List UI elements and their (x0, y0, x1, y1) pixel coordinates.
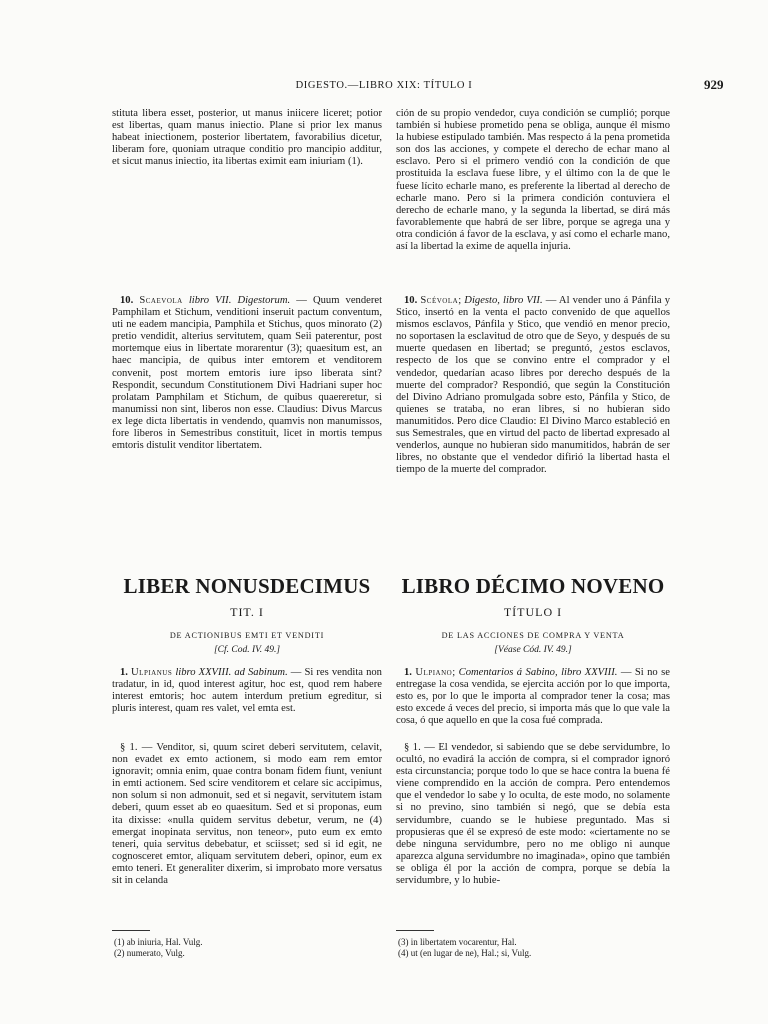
left-continuation (112, 108, 382, 168)
left-footnotes (114, 937, 382, 958)
law-number: 10. (404, 295, 418, 306)
paragraph-text: El vendedor, si sabiendo que se debe servidumbre, lo ocultó, no evadirá la acción de compra, si el comprador ignoró esta circunstancia; porque todo lo que se hace contra la buena fé viene comprendido en la acción de compra. Pero entendemos que el vendedor lo sabe y lo oculta, de este modo, no solamente si no previno, sino también si negó, que se debía esta servidumbre, cuando se le hubiese preguntado. Mas si propusieras que él se expresó de este modo: «ciertamente no se debe ninguna servidumbre, pero no me obligo ni aunque aparezca alguna servidumbre no imaginada», opino que también se obliga él por la acción de compra, porque se debía la servidumbre, y lo hubie- (396, 742, 670, 887)
law-work: libro VII. Digestorum. (188, 295, 291, 306)
right-footnotes (398, 937, 670, 958)
right-continuation (396, 108, 670, 253)
book-title: LIBRO DÉCIMO NOVENO (401, 574, 665, 598)
footnote-rule (396, 930, 434, 931)
law-number: 1. (404, 667, 412, 678)
law-text: Al vender uno á Pánfila y Stico, insertó en la venta el pacto convenido de que aquellos mismos esclavos, Pánfila y Stico, que vendió en menor precio, no soportasen la esclavitud de otro que de Seyo, y después de su muerte quedasen en libertad; se preguntó, ¿estos esclavos, respecto de los que se convino entre el comprador y el vendedor, quedarían acaso libres por derecho después de la muerte del comprador? Respondió, que según la Constitución del Divino Adriano promulgada sobre esto, Pánfila y Stico, de quienes se trataba, no eran libres, si no hubieran sido manumitidos. Pero dice Claudio: El Divino Marco estableció en sus Semestrales, que en virtud del pacto de libertad expresado al venderlos, aunque no hubieran sido manumitidos, habrán de ser libres, no obstante que el vendedor difirió la libertad hasta el tiempo de la muerte del comprador. (396, 295, 670, 476)
law-work: libro XXVIII. ad Sabinum. (175, 667, 288, 678)
code-reference: [Cf. Cod. IV. 49.] (213, 645, 281, 655)
law-number: 1. (120, 667, 128, 678)
footnote: (1) ab iniuria, Hal. Vulg. (114, 937, 203, 947)
law-number: 10. (120, 295, 134, 306)
left-law-10: 10. Scaevola libro VII. Digestorum. — Quum venderet Pamphilam et Stichum, venditioni inseruit pactum conventum, uti ne eadem mancipia, Pamphila et Stichus, quos minorato (2) pretio vendidit, alterius servitutem, quam Seii paterentur, post mortemque eius in libertate morarentur (3); quaesitum est, an haec mancipia, de quibus inter emtorem et venditorem convenit, post mortem emtoris iure ipso liberata sint? Respondit, secundum Constitutionem Divi Hadriani super hoc prolatam Pamphilam et Stichum, de quibus quaereretur, si manumissi non sint, liberos non esse. Claudius: Divus Marcus ex lege dicta libertatis in vendendo, quamvis non manumissos, fore liberos in Semestribus constituit, licet in mortis tempus emtoris distulit venditor libertatem. (112, 295, 383, 452)
footnote-rule (112, 930, 150, 931)
left-law-1: 1. Ulpianus libro XXVIII. ad Sabinum. — Si res vendita non tradatur, in id, quod interest agitur, hoc est, quod rem habere interest emtoris; hoc autem interdum pretium egreditur, si pluris interest, quam res valet, vel emta est. (112, 667, 382, 715)
law-work: Digesto, libro VII. (464, 295, 543, 306)
code-reference: [Véase Cód. IV. 49.] (494, 645, 572, 655)
footnote: (3) in libertatem vocarentur, Hal. (398, 937, 517, 947)
law-text: Si res vendita non tradatur, in id, quod interest agitur, hoc est, quod rem habere interest emtoris; hoc autem interdum pretium egreditur, si pluris interest, quam res valet, vel emta est. (112, 667, 382, 715)
law-work: Comentarios á Sabino, libro XXVIII. (458, 667, 618, 678)
title-rubric: DE LAS ACCIONES DE COMPRA Y VENTA (441, 631, 625, 640)
paragraph-number: § 1. (404, 742, 421, 753)
right-law-1: 1. Ulpiano; Comentarios á Sabino, libro XXVIII. — Si no se entregase la cosa vendida, se ejercita acción por lo que importa, esto es, por lo que le importa al comprador tener la cosa; mas esto excede á veces del precio, si importa más que lo que vale la cosa, ó que aquello en que la cosa fué comprada. (396, 667, 671, 727)
law-author: Ulpiano (415, 667, 453, 678)
footnote: (4) ut (en lugar de ne), Hal.; si, Vulg. (398, 947, 532, 958)
law-author: Scaevola (139, 295, 183, 306)
page-number: 929 (704, 77, 724, 92)
law-text: Si no se entregase la cosa vendida, se ejercita acción por lo que importa, esto es, por lo que le importa al comprador tener la cosa; mas esto excede á veces del precio, si importa más que lo que vale la cosa, ó que aquello en que la cosa fué comprada. (396, 667, 671, 727)
paragraph: stituta libera esset, posterior, ut manus iniicere liceret; potior est libertas, quam manus iniectio. Plane si prior lex manus habeat iniectionem, posterior libertatem, favorabilius dicetur, liberam fore, quoniam utraque conditio pro mancipio additur, et sicut manus iniectio, ita libertas eximit eam iniuriam (1). (112, 108, 382, 168)
law-author: Ulpianus (131, 667, 173, 678)
paragraph-text: Venditor, si, quum sciret deberi servitutem, celavit, non evadet ex emto actionem, si modo eam rem emtor ignoravit; omnia enim, quae contra bonam fidem fiunt, veniunt in emti actionem. Sed scire venditorem et celare sic accipimus, non solum si non admonuit, sed et si negavit, servitutem istam deberi, quum esset ab eo quaesitum. Sed et si proponas, eum ita dixisse: «nulla quidem servitus debetur, verum, ne (4) emergat inopinata servitus, non teneor», puto eum ex emto teneri, quia servitus debebatur, et sciisset; sed si id egit, ne cognosceret emtor, aliquam servitutem deberi, opinor, eum ex emto teneri. Et generaliter dixerim, si improbato more versatus sit in celanda (112, 742, 383, 887)
footnote: (2) numerato, Vulg. (114, 947, 185, 958)
title-rubric: DE ACTIONIBUS EMTI ET VENDITI (169, 631, 325, 640)
left-paragraph-1: § 1. — Venditor, si, quum sciret deberi servitutem, celavit, non evadet ex emto actionem, si modo eam rem emtor ignoravit; omnia enim, quae contra bonam fidem fiunt, veniunt in emti actionem. Sed scire venditorem et celare sic accipimus, non solum si non admonuit, sed et si negavit, servitutem istam deberi, quum esset ab eo quaesitum. Sed et si proponas, eum ita dixisse: «nulla quidem servitus debetur, verum, ne (4) emergat inopinata servitus, non teneor», puto eum ex emto teneri, quia servitus debebatur, et sciisset; sed si id egit, ne cognosceret emtor, aliquam servitutem deberi, opinor, eum ex emto teneri. Et generaliter dixerim, si improbato more versatus sit in celanda (112, 742, 383, 887)
running-title: DIGESTO.—LIBRO XIX: TÍTULO I (295, 80, 473, 91)
right-paragraph-1: § 1. — El vendedor, si sabiendo que se debe servidumbre, lo ocultó, no evadirá la acción de compra, si el comprador ignoró esta circunstancia; porque todo lo que se hace contra la buena fé viene comprendido en la acción de compra. Pero entendemos que el vendedor lo sabe y lo oculta, de este modo, no solamente si no previno, sino también si negó, que se debía esta servidumbre, cuando se le hubiese preguntado. Mas si propusieras que él se expresó de este modo: «ciertamente no se debe ninguna servidumbre, pero no me obligo ni aunque aparezca alguna servidumbre no imaginada», opino que también se obliga él por la acción de compra, porque se debía la servidumbre, y lo hubie- (396, 742, 670, 887)
right-law-10: 10. Scévola; Digesto, libro VII. — Al vender uno á Pánfila y Stico, insertó en la venta el pacto convenido de que aquellos mismos esclavos, Pánfila y Stico, que vendió en menor precio, no soportasen la esclavitud de otro que de Seyo, y después de su muerte quedasen en libertad; se preguntó, ¿estos esclavos, respecto de los que se convino entre el comprador y el vendedor, quedarían acaso libres por derecho después de la muerte del comprador? Respondió, que según la Constitución del Divino Adriano promulgada sobre esto, Pánfila y Stico, de quienes se trataba, no eran libres, si no hubieran sido manumitidos. Pero dice Claudio: El Divino Marco estableció en sus Semestrales, que en virtud del pacto de libertad expresado al venderlos, aunque no hubieran sido manumitidos, habrán de ser libres, no obstante que el vendedor difirió la libertad hasta el tiempo de la muerte del comprador. (396, 295, 670, 476)
title-heading: TIT. I (230, 605, 264, 619)
law-text: Quum venderet Pamphilam et Stichum, venditioni inseruit pactum conventum, uti ne eadem mancipia, Pamphila et Stichus, quos minorato (2) pretio vendidit, alterius servitutem, quam Seii paterentur, post mortemque eius in libertate morarentur (3); quaesitum est, an haec mancipia, de quibus inter emtorem et venditorem convenit, post mortem emtoris iure ipso liberata sint? Respondit, secundum Constitutionem Divi Hadriani super hoc prolatam Pamphilam et Stichum, de quibus quaereretur, si manumissi non sint, liberos non esse. Claudius: Divus Marcus ex lege dicta libertatis in vendendo, quamvis non manumissos, fore liberos in Semestribus constituit, licet in mortis tempus emtoris distulit venditor libertatem. (112, 295, 383, 452)
title-heading: TÍTULO I (503, 605, 563, 619)
paragraph: ción de su propio vendedor, cuya condición se cumplió; porque también si hubiese prometido pena se obliga, aunque él mismo la hubiese estipulado también. Mas respecto á la pena prometida son dos las acciones, y compete el derecho de echar mano al esclavo. Pero si el primero vendió con la condición de que prostituida la esclava fuese libre, y el último con la de que le fuese lícito echarle mano, es preferente la libertad al derecho de echarle mano. Pero si la primera condición contuviera el derecho de echarle mano, y la segunda la libertad, se dirá más favorablemente que habrá de ser libre, porque se agrega una y otra condición á favor de la esclava, y así como el echarle mano, así la libertad la exime de aquella injuria. (396, 108, 670, 253)
law-author: Scévola (420, 295, 459, 306)
book-title: LIBER NONUSDECIMUS (123, 574, 371, 598)
paragraph-number: § 1. (120, 742, 138, 753)
